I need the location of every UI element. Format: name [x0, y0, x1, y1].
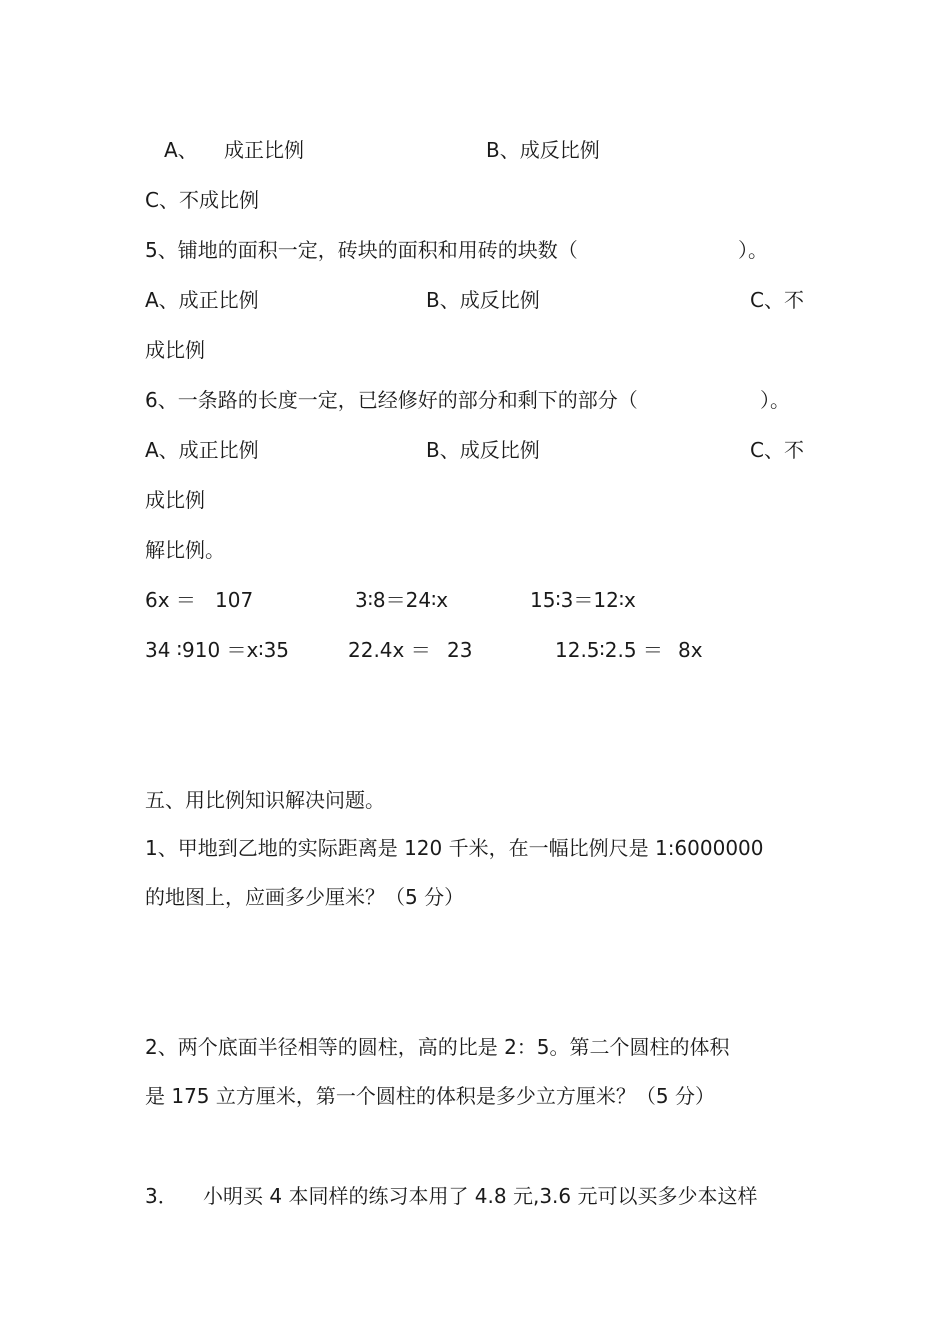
problem-1-line-1: 1、甲地到乙地的实际距离是 120 千米，在一幅比例尺是 1:6000000 — [145, 836, 764, 860]
section-5-title: 五、用比例知识解决问题。 — [145, 788, 385, 812]
problem-1-line-2: 的地图上，应画多少厘米？（5 分） — [145, 885, 465, 909]
equation: 8x — [678, 638, 703, 662]
solve-ratio-title: 解比例。 — [145, 538, 225, 562]
q6-option-c-end: 成比例 — [145, 488, 205, 512]
problem-3-text: 小明买 4 本同样的练习本用了 4.8 元,3.6 元可以买多少本这样 — [203, 1184, 758, 1208]
q5-question: 5、铺地的面积一定，砖块的面积和用砖的块数（ — [145, 238, 578, 262]
equation: 23 — [447, 638, 473, 662]
q5-option-c-end: 成比例 — [145, 338, 205, 362]
equation: 34 ∶910 ＝x∶35 — [145, 638, 290, 662]
q6-option-a: A、成正比例 — [145, 438, 259, 462]
q4-option-a-text: 成正比例 — [224, 138, 304, 162]
q5-option-c-start: C、不 — [750, 288, 804, 312]
equation: 22.4x ＝ — [348, 638, 431, 662]
problem-3-number: 3． — [145, 1184, 178, 1208]
equation: 107 — [215, 588, 254, 612]
problem-2-line-1: 2、两个底面半径相等的圆柱，高的比是 2：5。第二个圆柱的体积 — [145, 1035, 730, 1059]
q4-option-a-label: A、 — [164, 138, 198, 162]
q5-question-close: ）。 — [738, 238, 768, 262]
equation: 6x ＝ — [145, 588, 196, 612]
q5-option-a: A、成正比例 — [145, 288, 259, 312]
equation: 15∶3＝12∶x — [530, 588, 636, 612]
q6-option-c-start: C、不 — [750, 438, 804, 462]
problem-2-line-2: 是 175 立方厘米，第一个圆柱的体积是多少立方厘米？（5 分） — [145, 1084, 715, 1108]
q4-option-c: C、不成比例 — [145, 188, 259, 212]
q4-option-b: B、成反比例 — [486, 138, 600, 162]
equation: 3∶8＝24∶x — [355, 588, 449, 612]
q6-option-b: B、成反比例 — [426, 438, 540, 462]
q6-question-close: ）。 — [760, 388, 790, 412]
q5-option-b: B、成反比例 — [426, 288, 540, 312]
q6-question: 6、一条路的长度一定，已经修好的部分和剩下的部分（ — [145, 388, 638, 412]
equation: 12.5∶2.5 ＝ — [555, 638, 663, 662]
